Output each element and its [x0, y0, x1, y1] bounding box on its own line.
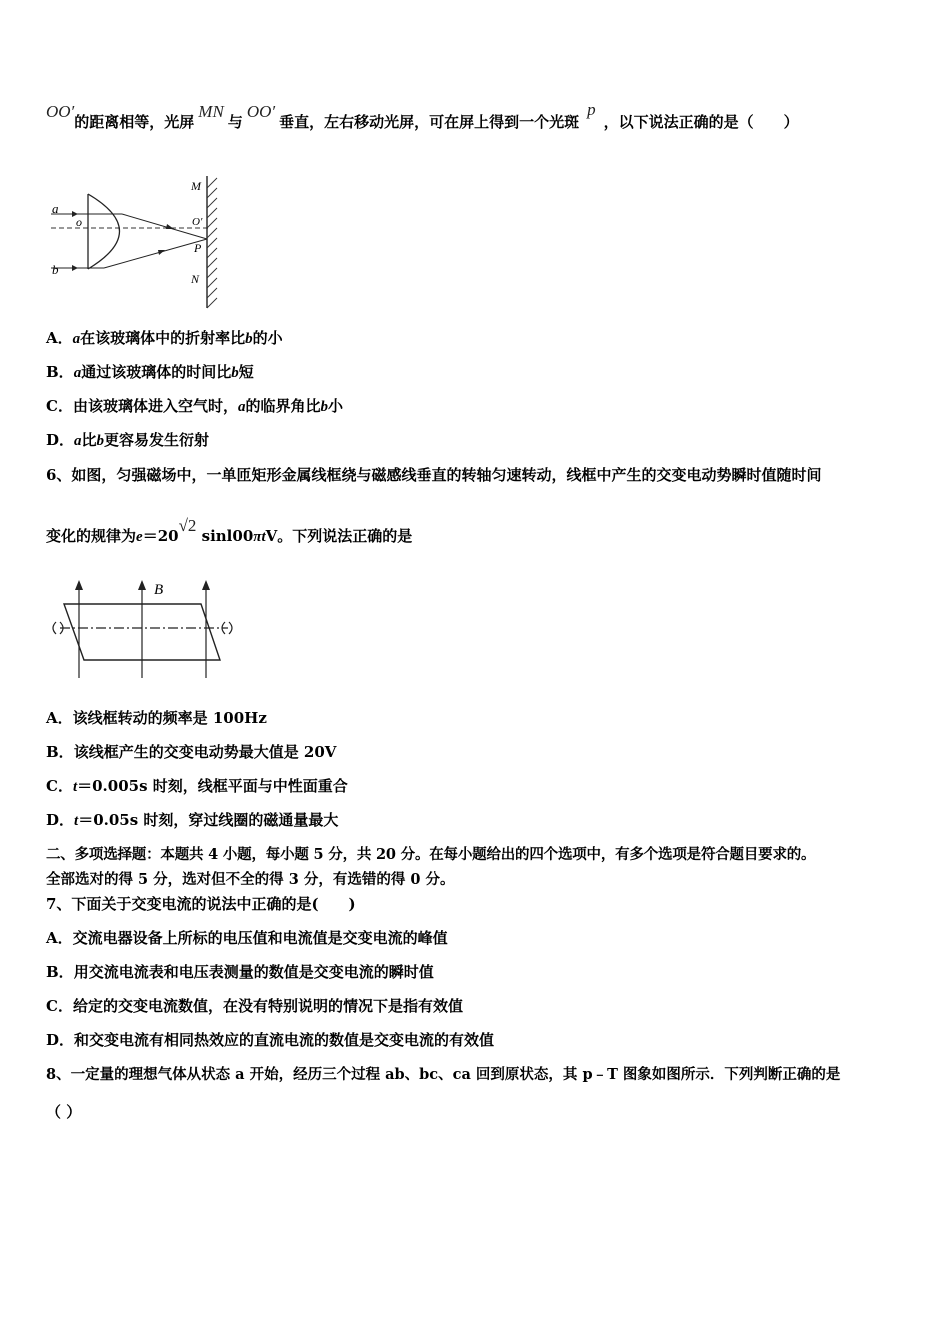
- q6-option-d: [46, 810, 338, 831]
- rotating-coil-diagram: [46, 578, 246, 683]
- eq-e: e: [136, 529, 143, 545]
- option-text: 用交流电流表和电压表测量的数值是交变电流的瞬时值: [73, 963, 434, 981]
- option-text: 和交变电流有相同热效应的直流电流的数值是交变电流的有效值: [74, 1031, 495, 1049]
- section2-header-line-1: 二、多项选择题：本题共 4 小题，每小题 5 分，共 20 分。在每小题给出的四个选项中，有多个选项是符合题目要求的。: [46, 846, 816, 863]
- var-b: b: [231, 365, 239, 381]
- option-letter: C．: [46, 397, 73, 415]
- option-letter: D．: [46, 811, 75, 829]
- q7-option-c: [46, 996, 463, 1016]
- q6-stem-line-1: 6、如图，匀强磁场中，一单匝矩形金属线框绕与磁感线垂直的转轴匀速转动，线框中产生的交变电动势瞬时值随时间: [46, 466, 822, 484]
- section2-header-line-2: 全部选对的得 5 分，选对但不全的得 3 分，有选错的得 0 分。: [46, 871, 455, 888]
- option-letter: C．: [46, 777, 73, 795]
- label-N: N: [191, 272, 200, 286]
- var-t: t: [72, 779, 78, 795]
- option-letter: B．: [46, 963, 74, 981]
- option-letter: C．: [46, 997, 73, 1015]
- p-symbol: p: [587, 100, 596, 119]
- option-letter: A．: [46, 709, 73, 727]
- q6-option-b: [46, 742, 336, 762]
- option-text: 该线框转动的频率是 100Hz: [72, 709, 267, 727]
- option-text: 交流电器设备上所标的电压值和电流值是交变电流的峰值: [72, 929, 448, 947]
- option-letter: A．: [46, 329, 73, 347]
- q6-stem-line-2: [46, 516, 413, 547]
- oo-symbol-2: OO′: [246, 102, 276, 121]
- label-B: B: [154, 582, 164, 598]
- option-letter: D．: [46, 431, 75, 449]
- q5-intro-text-1: 的距离相等，光屏: [74, 113, 195, 131]
- var-a: a: [72, 331, 81, 347]
- oo-symbol: OO′: [46, 102, 75, 121]
- label-M: M: [191, 179, 201, 193]
- option-text: ＝0.05s 时刻，穿过线圈的磁通量最大: [78, 811, 339, 829]
- var-a: a: [73, 365, 82, 381]
- label-P: P: [194, 241, 202, 255]
- option-text: 在该玻璃体中的折射率比: [80, 329, 246, 347]
- q5-intro-text-4: ，以下说法正确的是（ ）: [603, 113, 799, 131]
- option-text: 给定的交变电流数值，在没有特别说明的情况下是指有效值: [72, 997, 463, 1015]
- label-b: b: [52, 262, 59, 277]
- q8-stem-line-1: 8、一定量的理想气体从状态 a 开始，经历三个过程 ab、bc、ca 回到原状态，其 p﹣T 图象如图所示．下列判断正确的是: [46, 1066, 841, 1083]
- var-t: t: [74, 813, 79, 829]
- option-letter: B．: [46, 743, 74, 761]
- eq-pi-t: πt: [253, 529, 266, 545]
- q5-option-c: [46, 396, 343, 417]
- var-b: b: [320, 399, 328, 415]
- label-O-prime: O′: [192, 216, 203, 228]
- mn-symbol: MN: [198, 102, 224, 121]
- option-text: 由该玻璃体进入空气时，: [72, 397, 238, 415]
- option-text: 短: [238, 363, 254, 381]
- option-letter: D．: [46, 1031, 75, 1049]
- var-a: a: [74, 433, 82, 449]
- q5-option-b: [46, 362, 254, 383]
- q7-option-d: [46, 1030, 494, 1050]
- option-letter: A．: [46, 929, 73, 947]
- option-text: 的小: [252, 329, 283, 347]
- option-text: 的临界角比: [245, 397, 321, 415]
- q5-intro-text-2: 与: [227, 113, 243, 131]
- eq-sin: sinl00: [196, 527, 254, 545]
- q7-option-a: [46, 928, 448, 948]
- q6-stem-pre: 变化的规律为: [46, 527, 137, 545]
- option-text: 更容易发生衍射: [104, 431, 210, 449]
- eq-sqrt: √2: [178, 516, 197, 535]
- q8-stem-line-2: （ ）: [46, 1103, 82, 1121]
- var-b: b: [96, 433, 105, 449]
- option-text: ＝0.005s 时刻，线框平面与中性面重合: [77, 777, 348, 795]
- option-text: 通过该玻璃体的时间比: [81, 363, 232, 381]
- q5-option-a: [46, 328, 283, 349]
- option-text: 比: [81, 431, 97, 449]
- option-letter: B．: [46, 363, 74, 381]
- q5-intro-line: [46, 100, 799, 132]
- label-o: o: [76, 215, 82, 229]
- q6-option-a: [46, 708, 267, 728]
- lens-optics-diagram: [46, 168, 226, 313]
- q6-stem-post: V。下列说法正确的是: [265, 527, 413, 545]
- eq-eq: ＝20: [142, 527, 179, 545]
- var-a: a: [237, 399, 246, 415]
- var-b: b: [245, 331, 253, 347]
- q6-option-c: [46, 776, 348, 797]
- q5-option-d: [46, 430, 209, 451]
- option-text: 该线框产生的交变电动势最大值是 20V: [73, 743, 337, 761]
- q7-option-b: [46, 962, 434, 982]
- q7-stem: 7、下面关于交变电流的说法中正确的是( ): [46, 895, 356, 913]
- label-a: a: [52, 201, 59, 216]
- option-text: 小: [327, 397, 343, 415]
- q5-intro-text-3: 垂直，左右移动光屏，可在屏上得到一个光斑: [279, 113, 580, 131]
